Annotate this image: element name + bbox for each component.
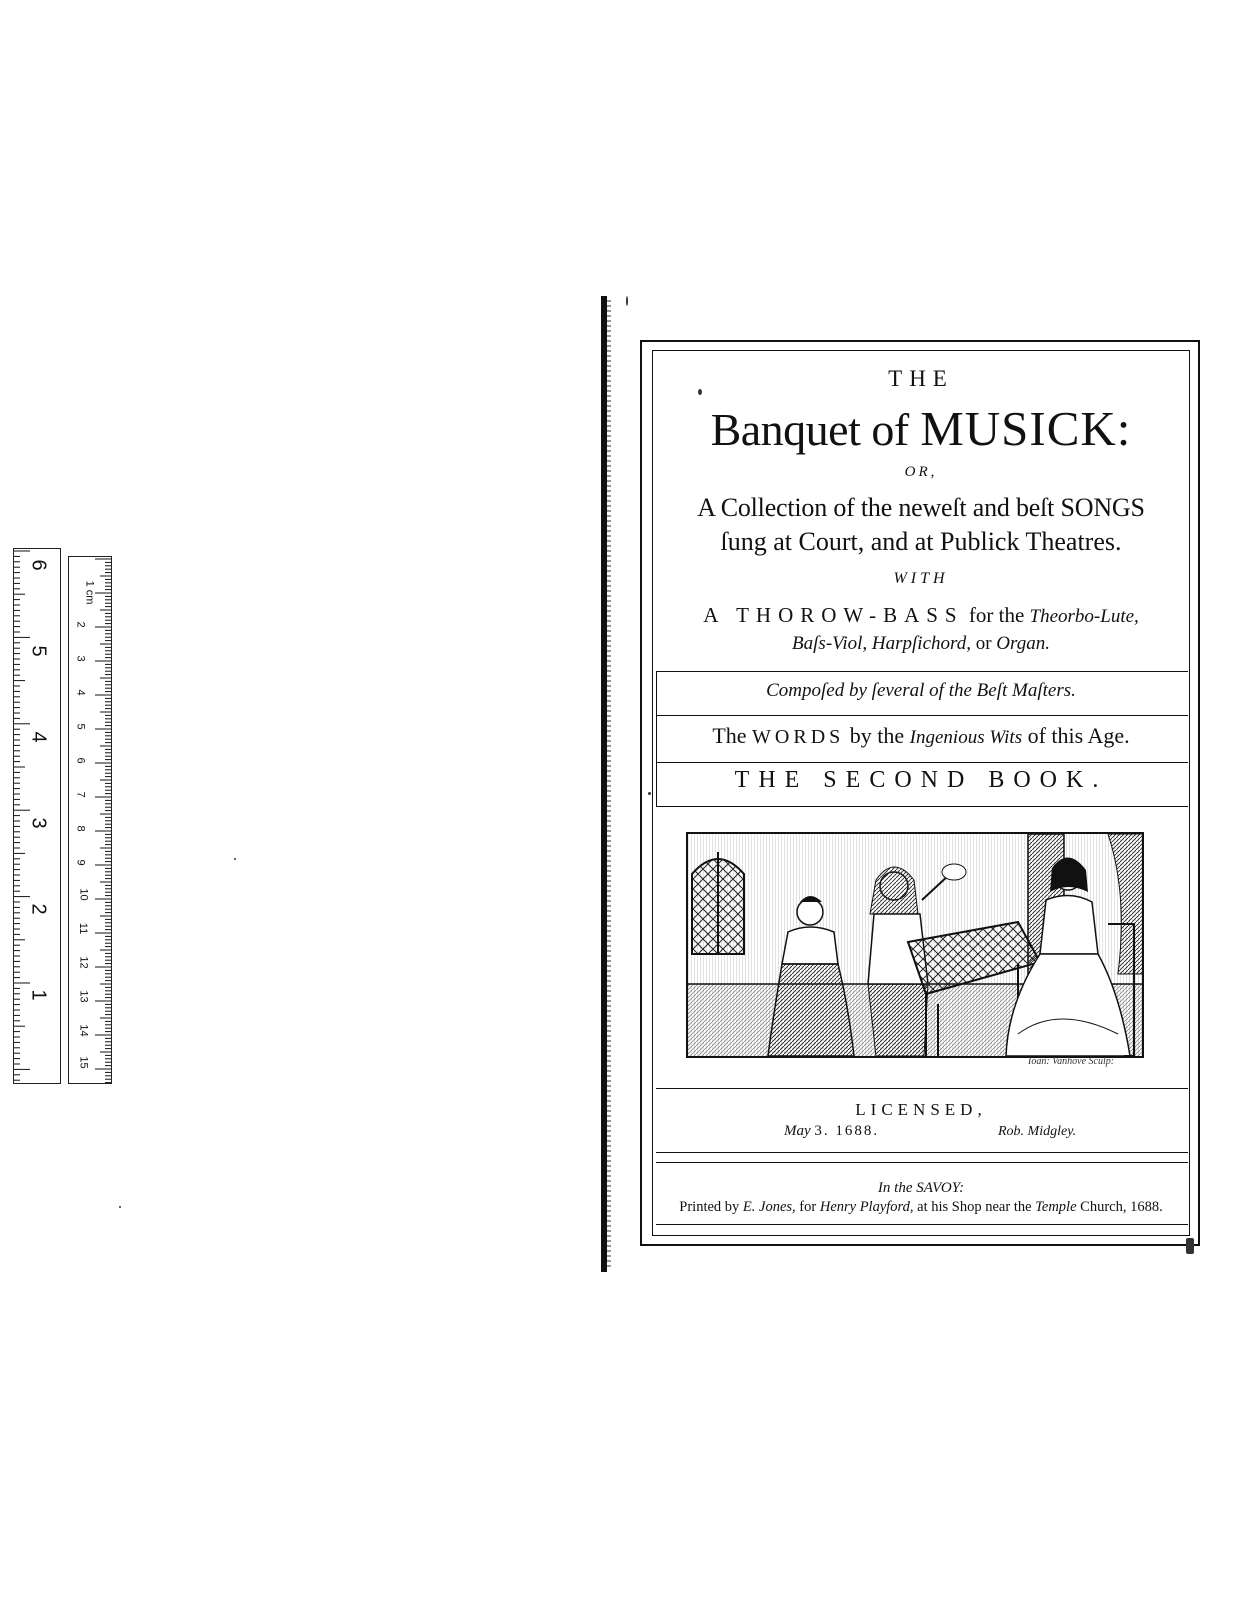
scan-speck (234, 858, 236, 860)
cm-label-13: 13 (77, 990, 90, 1003)
instruments-line (652, 633, 1190, 655)
scan-speck (626, 296, 628, 306)
organ: Organ. (996, 633, 1050, 654)
cm-label-1: 1 cm (83, 580, 96, 605)
thorow-bass: A THOROW-BASS (703, 603, 964, 627)
rule-below-imprint (656, 1224, 1188, 1225)
title-page-text (652, 0, 1190, 1600)
main-title-musick: MUSICK: (920, 401, 1132, 456)
printed-by: Printed by (679, 1199, 740, 1215)
scan-speck (698, 389, 702, 395)
inch-ruler-ticks (14, 549, 60, 1083)
cm-label-15: 15 (77, 1056, 90, 1069)
scan-speck (1186, 1238, 1194, 1254)
cm-label-2: 2 (74, 621, 87, 628)
printer-name: E. Jones, (742, 1199, 796, 1215)
words-by: by the (849, 723, 905, 748)
cm-label-6: 6 (74, 757, 87, 764)
cm-label-7: 7 (74, 791, 87, 798)
engraving-illustration (688, 834, 1144, 1058)
cm-label-12: 12 (77, 956, 90, 969)
cm-label-3: 3 (74, 655, 87, 662)
ruler-label-1: 1 (27, 989, 50, 1001)
cm-ruler (68, 556, 112, 1084)
cm-label-11: 11 (77, 922, 90, 935)
scan-speck (119, 1206, 121, 1208)
rule-above-second-book (656, 762, 1188, 763)
license-day-year: 3. 1688. (814, 1123, 880, 1139)
ruler-label-5: 5 (27, 645, 50, 657)
rule-above-imprint (656, 1162, 1188, 1163)
scan-speck (648, 792, 651, 795)
printed-for: for (799, 1199, 817, 1215)
ruler-label-6: 6 (27, 559, 50, 571)
cm-label-5: 5 (74, 723, 87, 730)
publisher-name: Henry Playford, (819, 1199, 914, 1215)
cm-label-10: 10 (77, 888, 90, 901)
cm-label-14: 14 (77, 1024, 90, 1037)
rule-above-composed (656, 671, 1188, 672)
bass-viol-harpsichord: Baſs-Viol, Harpſichord, (792, 633, 971, 654)
words-label: WORDS (752, 726, 845, 748)
ruler-label-2: 2 (27, 903, 50, 915)
cm-label-8: 8 (74, 825, 87, 832)
words-of-age: of this Age. (1027, 723, 1130, 748)
license-date (784, 1123, 879, 1140)
with-line: WITH (893, 570, 949, 587)
words-line (652, 723, 1190, 749)
words-the: The (712, 723, 747, 748)
collection-line-1: A Collection of the neweſt and beſt SONGS (697, 493, 1145, 522)
inch-ruler (13, 548, 61, 1084)
licensed-heading: LICENSED, (855, 1100, 987, 1119)
ingenious-wits: Ingenious Wits (909, 727, 1023, 748)
main-title-banquet: Banquet of (710, 404, 909, 455)
cm-ruler-ticks (69, 557, 111, 1083)
cm-label-4: 4 (74, 689, 87, 696)
binding-shadow (607, 300, 611, 1270)
thorow-for: for the (968, 603, 1025, 627)
engraver-credit: Ioan: Vanhove Sculp: (1028, 1056, 1115, 1067)
second-book: THE SECOND BOOK. (734, 767, 1108, 793)
theorbo-lute: Theorbo-Lute, (1029, 606, 1139, 627)
main-title (652, 400, 1190, 457)
rule-above-words (656, 715, 1188, 716)
subtitle-or: OR, (904, 464, 938, 480)
licenser-name: Rob. Midgley. (998, 1124, 1077, 1139)
composed-line: Compoſed by ſeveral of the Beſt Maſters. (766, 680, 1076, 701)
church-year: Church, 1688. (1080, 1199, 1163, 1215)
rule-below-licensed (656, 1152, 1188, 1153)
ruler-label-4: 4 (27, 731, 50, 743)
rule-above-licensed (656, 1088, 1188, 1089)
rule-below-second-book (656, 806, 1188, 807)
ruler-label-3: 3 (27, 817, 50, 829)
collection-line-2: ſung at Court, and at Publick Theatres. (720, 527, 1122, 556)
shop-text: at his Shop near the (917, 1199, 1032, 1215)
engraving-musicians-picture (686, 832, 1144, 1058)
imprint-place: In the SAVOY: (877, 1180, 965, 1196)
cm-label-9: 9 (74, 859, 87, 866)
title-the: THE (888, 366, 954, 391)
left-box-rule (656, 671, 657, 806)
instruments-or: or (975, 633, 992, 654)
temple-name: Temple (1035, 1199, 1077, 1215)
license-month: May (784, 1123, 811, 1139)
thorow-bass-line (652, 603, 1190, 628)
imprint-line (652, 1199, 1190, 1216)
